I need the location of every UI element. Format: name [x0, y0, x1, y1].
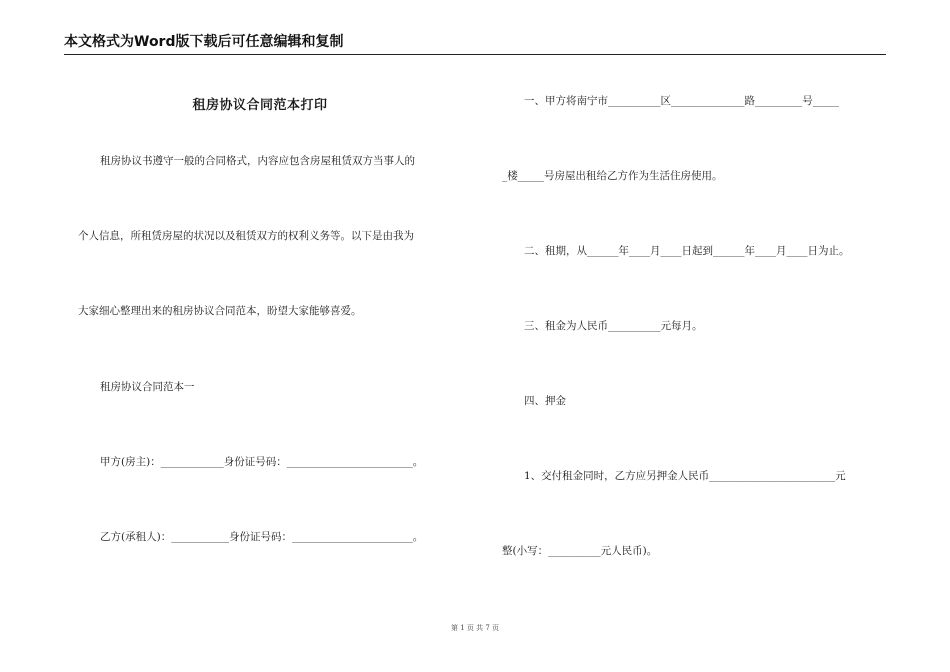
clause-line: 一、甲方将南宁市__________区______________路_________号_____ [524, 95, 839, 107]
clause-line: 整(小写：__________元人民币)。 [502, 545, 658, 557]
document-header: 本文格式为Word版下载后可任意编辑和复制 [64, 34, 886, 55]
paragraph-line: 租房协议书遵守一般的合同格式，内容应包含房屋租赁双方当事人的 [100, 155, 415, 167]
clause-line: 三、租金为人民币__________元每月。 [524, 320, 703, 332]
clause-line: 二、租期，从______年____月____日起到______年____月____日为止。 [524, 245, 850, 257]
paragraph-line: 个人信息，所租赁房屋的状况以及租赁双方的权利义务等。以下是由我为 [78, 230, 414, 242]
party-b-line: 乙方(承租人)：___________身份证号码：_______________________。 [100, 531, 424, 543]
page-number: 第 1 页 共 7 页 [450, 624, 500, 632]
party-a-line: 甲方(房主)：____________身份证号码：________________________。 [100, 456, 424, 468]
paragraph-line: 大家细心整理出来的租房协议合同范本，盼望大家能够喜爱。 [78, 305, 362, 317]
section-heading: 租房协议合同范本一 [100, 381, 195, 393]
document-title: 租房协议合同范本打印 [192, 98, 328, 113]
clause-line: _楼_____号房屋出租给乙方作为生活住房使用。 [502, 170, 723, 182]
clause-heading: 四、押金 [524, 395, 566, 407]
clause-line: 1、交付租金同时，乙方应另押金人民币________________________元 [524, 470, 846, 482]
